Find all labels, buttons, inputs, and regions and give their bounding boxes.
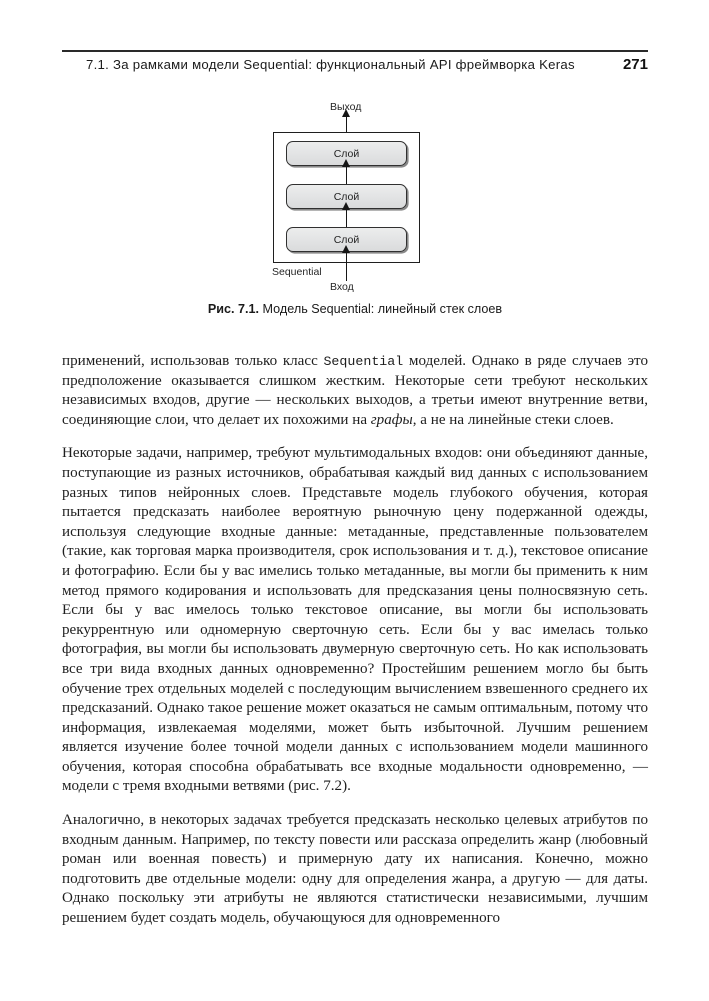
figure-diagram [62, 96, 648, 296]
figure-caption-text: Модель Sequential: линейный стек слоев [259, 302, 503, 316]
sequential-label: Sequential [272, 266, 322, 278]
inline-code-sequential: Sequential [323, 354, 404, 369]
figure-caption [62, 302, 648, 316]
paragraph-1 [62, 352, 648, 430]
layer-box-bottom-label: Слой [333, 233, 360, 246]
paragraph-1-seg-b: моделей. Однако в ряде случаев это предположение оказывается слишком жестким. Некоторые сети требуют нескольких независимых входов, другие — нескольких выходов, а третьи имеют внутренние ветви, соединяющие слои, что делает их похожими на [62, 353, 648, 428]
header-rule [62, 50, 648, 52]
paragraph-1-seg-a: применений, использовав только класс [62, 353, 324, 369]
figure-7-1 [62, 96, 648, 328]
running-head-row [62, 56, 648, 73]
arrow-layer2-to-layer1-icon [346, 166, 348, 185]
paragraph-3: Аналогично, в некоторых задачах требуется предсказать несколько целевых атрибутов по входным данным. Например, по тексту повести или рассказа определить жанр (любовный роман или военная повесть) и примерную дату их написания. Конечно, можно подготовить две отдельные модели: одну для определения жанра, а другую — для даты. Однако поскольку эти атрибуты не являются статистически независимыми, лучшим решением будет создать модель, обучающуюся для одновременного [62, 812, 648, 927]
layer-box-top-label: Слой [333, 147, 360, 160]
running-head [62, 50, 648, 78]
arrow-layer3-to-layer2-icon [346, 209, 348, 228]
layer-box-middle-label: Слой [333, 190, 360, 203]
figure-caption-number: Рис. 7.1. [207, 302, 260, 316]
arrow-from-input-icon [346, 252, 348, 281]
diagram-input-label: Вход [330, 281, 354, 293]
page-number: 271 [622, 56, 648, 73]
body-text [62, 352, 648, 929]
paragraph-1-emphasis: графы [370, 411, 413, 428]
paragraph-2: Некоторые задачи, например, требуют мультимодальных входов: они объединяют данные, поступающие из разных источников, обрабатывая каждый вид данных с использованием разных типов нейронных слоев. Представьте модель глубокого обучения, которая пытается предсказать наиболее вероятную рыночную цену подержанной одежды, используя следующие входные данные: метаданные, представленные пользователем (такие, как торговая марка производителя, срок использования и т. д.), текстовое описание и фотографию. Если бы у вас имелись только метаданные, вы могли бы применить к ним метод прямого кодирования и использовать для предсказания цены полносвязную сеть. Если бы у вас имелось только текстовое описание, вы могли бы использовать рекуррентную или одномерную сверточную сеть. Если бы у вас имелась только фотография, вы могли бы использовать двумерную сверточную сеть. Но как использовать все три вида входных данных одновременно? Простейшим решением могло бы быть обучение трех отдельных моделей с последующим вычислением взвешенного среднего их предсказаний. Однако такое решение может оказаться не самым оптимальным, потому что информация, извлекаемая моделями, может быть избыточной. Лучшим решением является изучение более точной модели данных с использованием модели машинного обучения, которая способна обрабатывать все входные модальности одновременно, — модели с тремя входными ветвями (рис. 7.2). [62, 445, 648, 795]
diagram-output-label: Выход [330, 101, 362, 113]
running-head-title: 7.1. За рамками модели Sequential: функциональный API фреймворка Keras [86, 57, 575, 72]
paragraph-1-seg-c: , а не на линейные стеки слоев. [412, 411, 614, 428]
